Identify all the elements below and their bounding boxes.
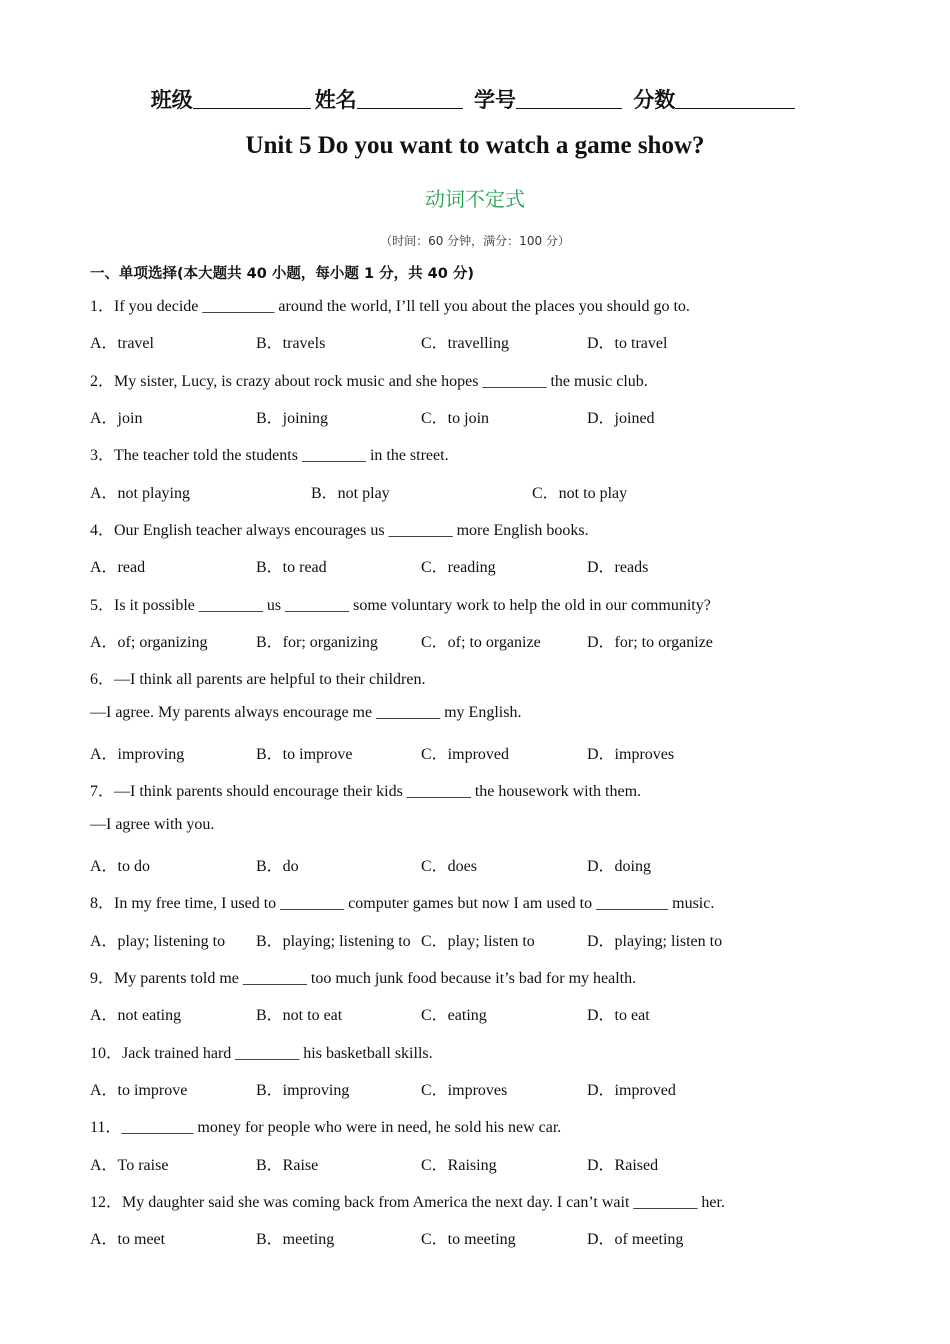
option-b: B．playing; listening to [256, 933, 411, 950]
option-b: B．Raise [256, 1157, 319, 1174]
question-dialogue-line: —I agree with you. [90, 816, 215, 833]
option-d: D．Raised [587, 1157, 659, 1174]
option-c: C．not to play [532, 485, 628, 502]
question-stem: 1．If you decide _________ around the world, I’ll tell you about the places you should go to. [90, 298, 690, 315]
question-stem: 5．Is it possible ________ us ________ some voluntary work to help the old in our community? [90, 597, 711, 614]
question-stem: 3．The teacher told the students ________ in the street. [90, 447, 449, 464]
option-a: A．to improve [90, 1082, 188, 1099]
option-a: A．to meet [90, 1231, 166, 1248]
name-label: 姓名 [314, 88, 357, 112]
name-blank [357, 88, 463, 109]
option-b: B．do [256, 858, 299, 875]
option-c: C．to meeting [421, 1231, 516, 1248]
option-d: D．improves [587, 746, 675, 763]
option-b: B．to read [256, 559, 327, 576]
option-b: B．to improve [256, 746, 353, 763]
option-a: A．travel [90, 335, 154, 352]
page-title: Unit 5 Do you want to watch a game show? [245, 132, 705, 159]
option-d: D．to eat [587, 1007, 650, 1024]
class-label: 班级 [150, 88, 193, 112]
option-b: B．meeting [256, 1231, 335, 1248]
question-stem: 7．—I think parents should encourage their kids ________ the housework with them. [90, 783, 642, 800]
question-dialogue-line: —I agree. My parents always encourage me ________ my English. [90, 704, 522, 721]
option-c: C．travelling [421, 335, 509, 352]
option-a: A．improving [90, 746, 185, 763]
option-c: C．does [421, 858, 478, 875]
question-stem: 9．My parents told me ________ too much junk food because it’s bad for my health. [90, 970, 637, 987]
question-stem: 8．In my free time, I used to ________ computer games but now I am used to _________ music. [90, 895, 715, 912]
option-a: A．To raise [90, 1157, 169, 1174]
option-d: D．to travel [587, 335, 668, 352]
option-c: C．reading [421, 559, 496, 576]
option-c: C．Raising [421, 1157, 497, 1174]
score-label: 分数 [633, 88, 676, 112]
student-info-header [0, 84, 950, 114]
student-id-label: 学号 [474, 88, 516, 112]
option-d: D．of meeting [587, 1231, 684, 1248]
option-b: B．for; organizing [256, 634, 378, 651]
option-d: D．joined [587, 410, 655, 427]
section-heading: 一、单项选择(本大题共 40 小题，每小题 1 分，共 40 分) [90, 266, 474, 282]
option-b: B．improving [256, 1082, 350, 1099]
option-a: A．play; listening to [90, 933, 226, 950]
option-a: A．of; organizing [90, 634, 208, 651]
option-d: D．improved [587, 1082, 676, 1099]
option-c: C．play; listen to [421, 933, 535, 950]
option-c: C．improves [421, 1082, 508, 1099]
question-stem: 11．_________ money for people who were in need, he sold his new car. [90, 1119, 562, 1136]
option-d: D．for; to organize [587, 634, 713, 651]
option-c: C．improved [421, 746, 509, 763]
option-b: B．joining [256, 410, 329, 427]
option-d: D．playing; listen to [587, 933, 723, 950]
option-a: A．to do [90, 858, 151, 875]
option-a: A．not playing [90, 485, 190, 502]
time-note: （时间：60 分钟，满分：100 分） [380, 234, 570, 248]
class-blank [193, 88, 311, 109]
option-c: C．to join [421, 410, 490, 427]
score-blank [675, 88, 795, 109]
question-stem: 6．—I think all parents are helpful to their children. [90, 671, 426, 688]
question-stem: 12．My daughter said she was coming back from America the next day. I can’t wait ________ her. [90, 1194, 725, 1211]
option-d: D．doing [587, 858, 652, 875]
option-a: A．join [90, 410, 143, 427]
option-a: A．read [90, 559, 146, 576]
option-c: C．of; to organize [421, 634, 541, 651]
page-subtitle: 动词不定式 [425, 187, 525, 211]
option-b: B．travels [256, 335, 326, 352]
option-c: C．eating [421, 1007, 487, 1024]
student-id-blank [516, 88, 622, 109]
question-stem: 2．My sister, Lucy, is crazy about rock music and she hopes ________ the music club. [90, 373, 648, 390]
option-a: A．not eating [90, 1007, 182, 1024]
option-b: B．not play [311, 485, 390, 502]
question-stem: 10．Jack trained hard ________ his basketball skills. [90, 1045, 433, 1062]
question-stem: 4．Our English teacher always encourages us ________ more English books. [90, 522, 589, 539]
option-d: D．reads [587, 559, 649, 576]
option-b: B．not to eat [256, 1007, 343, 1024]
